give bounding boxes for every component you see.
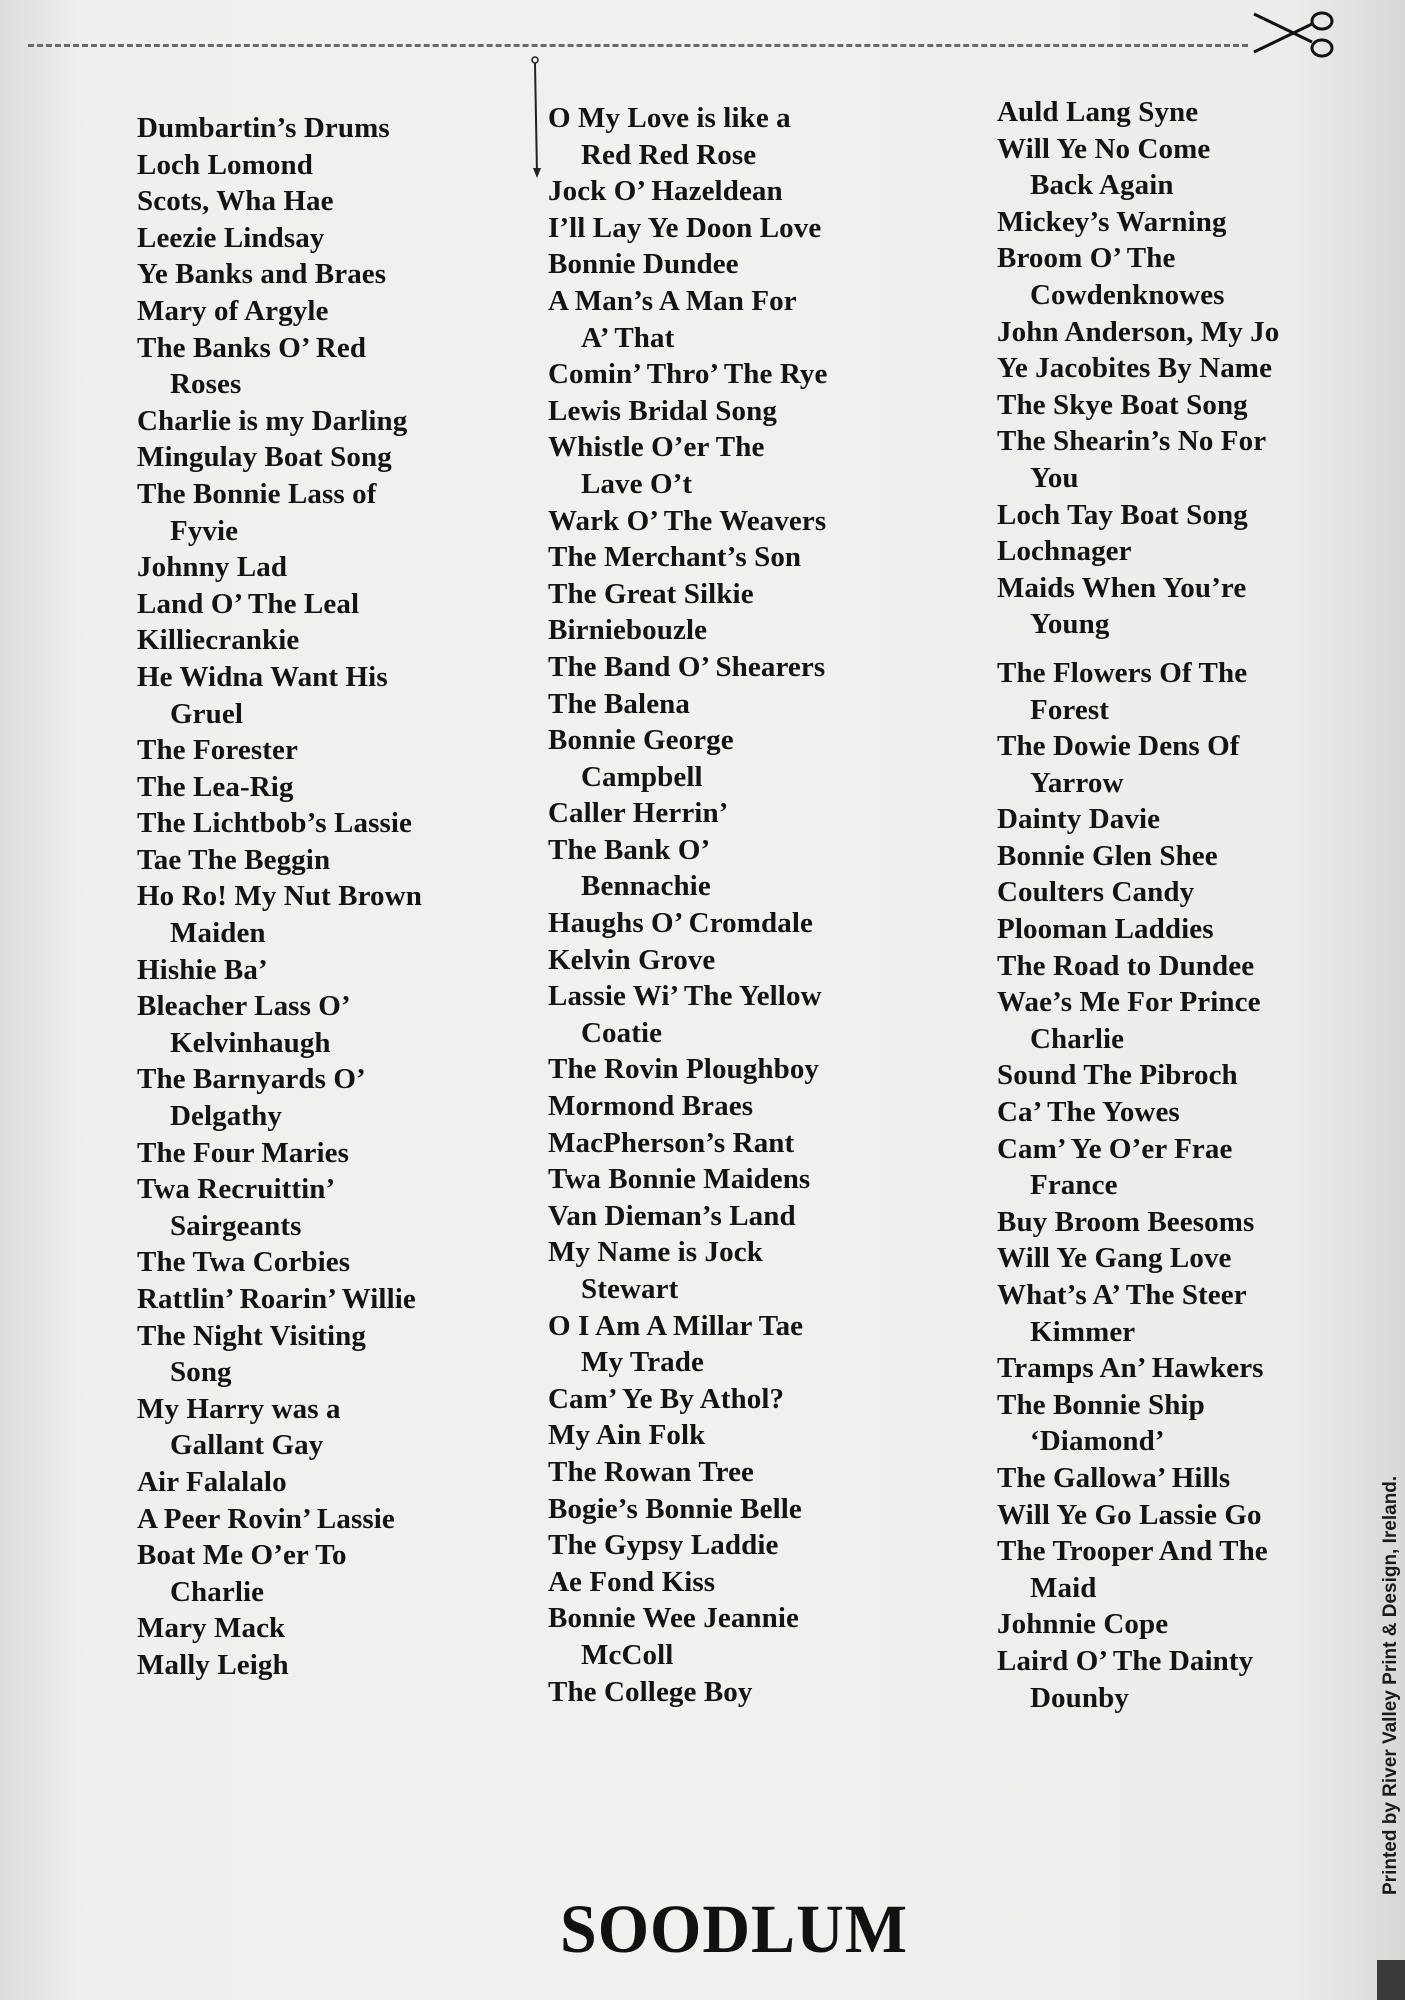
- song-title: Dainty Davie: [997, 803, 1161, 836]
- song-title: O I Am A Millar Tae My Trade: [548, 1309, 804, 1379]
- song-title: Broom O’ The Cowdenknowes: [997, 242, 1225, 311]
- song-title: Lassie Wi’ The Yellow Coatie: [548, 980, 822, 1049]
- song-title: The Lea-Rig: [137, 770, 294, 803]
- song-title: The Balena: [548, 687, 690, 720]
- song-title: Ca’ The Yowes: [997, 1096, 1180, 1129]
- song-title: Rattlin’ Roarin’ Willie: [137, 1283, 416, 1315]
- song-column-3: [997, 94, 1357, 1716]
- song-title: Ye Jacobites By Name: [997, 352, 1273, 385]
- song-title: The College Boy: [548, 1675, 753, 1708]
- song-title: Bonnie Wee Jeannie McColl: [548, 1602, 800, 1671]
- song-title: Twa Bonnie Maidens: [548, 1163, 811, 1196]
- song-title: My Ain Folk: [548, 1419, 706, 1452]
- song-title: Johnnie Cope: [997, 1608, 1169, 1641]
- song-title: The Twa Corbies: [137, 1246, 351, 1279]
- song-title: The Dowie Dens Of Yarrow: [997, 730, 1240, 799]
- song-title: The Night Visiting Song: [137, 1319, 367, 1389]
- song-title: Haughs O’ Cromdale: [548, 907, 813, 940]
- song-title: Mary of Argyle: [137, 294, 329, 327]
- song-title: The Shearin’s No For You: [997, 425, 1267, 494]
- song-title: Leezie Lindsay: [137, 221, 325, 254]
- song-title: Killiecrankie: [137, 624, 300, 657]
- song-title: Laird O’ The Dainty Dounby: [997, 1644, 1254, 1714]
- song-title: Lochnager: [997, 535, 1132, 568]
- song-title: Maids When You’re Young: [997, 571, 1247, 641]
- song-title: The Banks O’ Red Roses: [137, 331, 367, 401]
- song-title: Auld Lang Syne: [997, 96, 1199, 128]
- song-title: The Forester: [137, 734, 298, 767]
- song-title: Loch Tay Boat Song: [997, 498, 1248, 531]
- song-title: Twa Recruittin’ Sairgeants: [137, 1173, 336, 1242]
- song-title: Mally Leigh: [137, 1648, 289, 1681]
- song-column-1: [137, 110, 537, 1684]
- song-title: Hishie Ba’: [137, 953, 268, 986]
- song-title: Will Ye No Come Back Again: [997, 132, 1211, 202]
- song-title: Dumbartin’s Drums: [137, 112, 390, 144]
- song-title: The Lichtbob’s Lassie: [137, 807, 412, 840]
- song-title: The Barnyards O’ Delgathy: [137, 1063, 366, 1133]
- song-title: The Gypsy Laddie: [548, 1529, 779, 1562]
- song-title: Bonnie Glen Shee: [997, 839, 1218, 872]
- song-title: The Bank O’ Bennachie: [548, 833, 711, 903]
- song-title: The Bonnie Lass of Fyvie: [137, 477, 377, 547]
- song-title: Ho Ro! My Nut Brown Maiden: [137, 880, 422, 950]
- dashed-cut-line: [28, 44, 1248, 47]
- song-title: A Peer Rovin’ Lassie: [137, 1502, 395, 1535]
- song-title: The Road to Dundee: [997, 949, 1255, 982]
- song-title: What’s A’ The Steer Kimmer: [997, 1279, 1247, 1348]
- song-title: Wae’s Me For Prince Charlie: [997, 986, 1261, 1055]
- song-title: The Bonnie Ship ‘Diamond’: [997, 1388, 1205, 1458]
- song-title: Charlie is my Darling: [137, 404, 408, 437]
- page-corner: [1377, 1960, 1405, 2000]
- song-title: Will Ye Go Lassie Go: [997, 1498, 1262, 1531]
- scissors-icon: [1250, 8, 1342, 60]
- song-title: Plooman Laddies: [997, 913, 1214, 946]
- song-title: Loch Lomond: [137, 148, 313, 181]
- song-title: Ye Banks and Braes: [137, 258, 387, 291]
- song-title: O My Love is like a Red Red Rose: [548, 102, 791, 171]
- song-title: The Trooper And The Maid: [997, 1535, 1268, 1604]
- song-title: Kelvin Grove: [548, 943, 716, 976]
- song-title: Scots, Wha Hae: [137, 185, 334, 218]
- song-title: The Flowers Of The Forest: [997, 656, 1248, 726]
- song-title: Bonnie Dundee: [548, 248, 739, 281]
- song-title: Ae Fond Kiss: [548, 1565, 716, 1598]
- song-title: Mickey’s Warning: [997, 205, 1227, 238]
- song-title: Tramps An’ Hawkers: [997, 1352, 1264, 1385]
- song-title: Coulters Candy: [997, 876, 1195, 909]
- song-title: A Man’s A Man For A’ That: [548, 284, 797, 354]
- song-title: The Rovin Ploughboy: [548, 1053, 820, 1086]
- song-title: The Four Maries: [137, 1136, 349, 1169]
- song-title: The Great Silkie: [548, 577, 754, 610]
- song-title: Mary Mack: [137, 1612, 286, 1645]
- song-title: Boat Me O’er To Charlie: [137, 1539, 347, 1608]
- song-title: Lewis Bridal Song: [548, 394, 777, 427]
- song-title: I’ll Lay Ye Doon Love: [548, 211, 822, 244]
- song-title: Whistle O’er The Lave O’t: [548, 431, 765, 500]
- song-title: John Anderson, My Jo: [997, 315, 1280, 348]
- song-title: The Merchant’s Son: [548, 541, 802, 574]
- song-title: Wark O’ The Weavers: [548, 504, 827, 537]
- song-title: Tae The Beggin: [137, 843, 331, 876]
- song-title: Cam’ Ye By Athol?: [548, 1382, 785, 1415]
- song-title: My Harry was a Gallant Gay: [137, 1392, 341, 1462]
- song-title: Bogie’s Bonnie Belle: [548, 1492, 802, 1525]
- song-title: Comin’ Thro’ The Rye: [548, 358, 828, 391]
- song-title: Air Falalalo: [137, 1465, 287, 1498]
- song-title: The Gallowa’ Hills: [997, 1461, 1231, 1494]
- song-title: Caller Herrin’: [548, 797, 729, 830]
- song-title: MacPherson’s Rant: [548, 1126, 795, 1159]
- song-column-2: [548, 100, 988, 1710]
- song-title: Jock O’ Hazeldean: [548, 175, 783, 208]
- song-title: My Name is Jock Stewart: [548, 1236, 763, 1305]
- song-title: Bleacher Lass O’ Kelvinhaugh: [137, 990, 351, 1059]
- song-title: Sound The Pibroch: [997, 1059, 1238, 1092]
- song-title: Mormond Braes: [548, 1090, 754, 1123]
- song-title: Buy Broom Beesoms: [997, 1205, 1255, 1238]
- song-title: Van Dieman’s Land: [548, 1199, 796, 1232]
- printer-credit: Printed by River Valley Print & Design, Ireland.: [1380, 1475, 1401, 1895]
- song-title: The Skye Boat Song: [997, 388, 1248, 421]
- song-title: He Widna Want His Gruel: [137, 660, 388, 730]
- song-title: Johnny Lad: [137, 551, 288, 584]
- song-title: Cam’ Ye O’er Frae France: [997, 1132, 1233, 1202]
- song-title: Bonnie George Campbell: [548, 724, 734, 793]
- publisher-logo: SOODLUM: [560, 1891, 909, 1968]
- song-title: Land O’ The Leal: [137, 587, 360, 620]
- song-title: The Band O’ Shearers: [548, 650, 826, 683]
- song-title: Birniebouzle: [548, 614, 708, 647]
- song-title: The Rowan Tree: [548, 1455, 755, 1488]
- song-title: Mingulay Boat Song: [137, 441, 392, 474]
- song-title: Will Ye Gang Love: [997, 1242, 1232, 1275]
